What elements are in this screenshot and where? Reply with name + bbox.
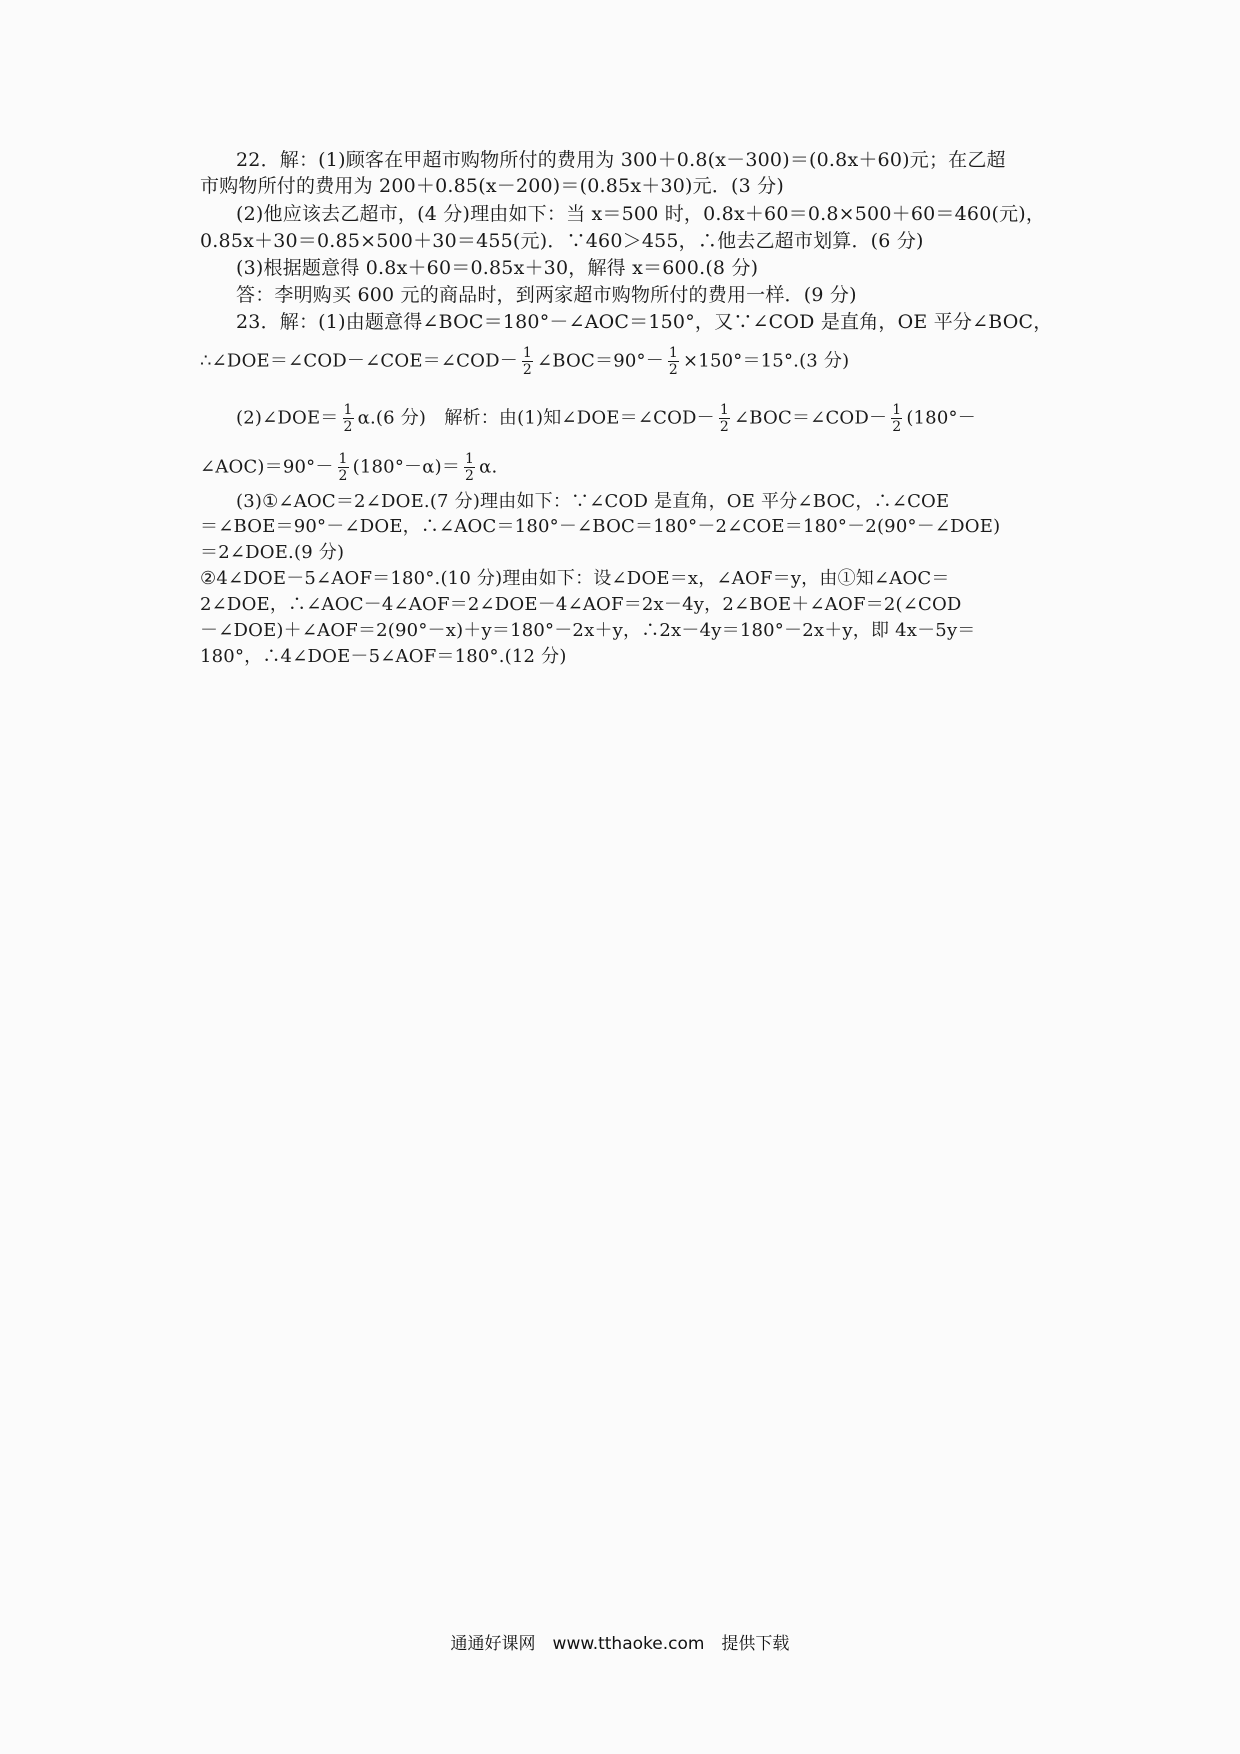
q23-part3-line-7: 180°，∴4∠DOE－5∠AOF＝180°.(12 分) — [200, 646, 567, 667]
q22-line-5: (3)根据题意得 0.8x＋60＝0.85x＋30，解得 x＝600.(8 分) — [236, 257, 759, 279]
q23-line-2-part-a: ∴∠DOE＝∠COD－∠COE＝∠COD－ — [200, 350, 518, 372]
q23-line-1: 23．解：(1)由题意得∠BOC＝180°－∠AOC＝150°，又∵∠COD 是直角，OE 平分∠BOC， — [236, 311, 1053, 333]
q23-part2-g: α. — [479, 456, 498, 478]
q22-line-4: 0.85x＋30＝0.85×500＋30＝455(元)．∵460＞455，∴他去乙超市划算．(6 分) — [200, 230, 924, 252]
q23-line-2-part-c: ×150°＝15°.(3 分) — [683, 350, 850, 372]
q22-line-3: (2)他应该去乙超市，(4 分)理由如下：当 x＝500 时，0.8x＋60＝0.8×500＋60＝460(元)， — [236, 203, 1046, 225]
fraction-half: $\frac{1}{2}$ — [522, 345, 533, 378]
footer-credit: 通通好课网 www.tthaoke.com 提供下载 — [450, 1634, 790, 1654]
fraction-half: $\frac{1}{2}$ — [343, 402, 353, 435]
fraction-half: $\frac{1}{2}$ — [668, 345, 679, 378]
q23-part3-line-1: (3)①∠AOC＝2∠DOE.(7 分)理由如下：∵∠COD 是直角，OE 平分∠BOC，∴∠COE — [236, 491, 950, 512]
q23-part2-f: (180°－α)＝ — [352, 456, 461, 478]
fraction-half: $\frac{1}{2}$ — [338, 451, 348, 484]
q23-part3-line-5: 2∠DOE，∴∠AOC－4∠AOF＝2∠DOE－4∠AOF＝2x－4y，2∠BOE＋∠AOF＝2(∠COD — [200, 594, 962, 615]
fraction-half: $\frac{1}{2}$ — [892, 402, 902, 435]
q23-part2-b: α.(6 分) 解析：由(1)知∠DOE＝∠COD－ — [357, 407, 715, 429]
q22-line-1: 22．解：(1)顾客在甲超市购物所付的费用为 300＋0.8(x－300)＝(0.8x＋60)元；在乙超 — [236, 149, 1006, 171]
q22-line-2: 市购物所付的费用为 200＋0.85(x－200)＝(0.85x＋30)元．(3 分) — [200, 175, 784, 197]
q23-part2-line-2 — [200, 451, 497, 484]
q23-line-2-part-b: ∠BOC＝90°－ — [537, 350, 664, 372]
fraction-half: $\frac{1}{2}$ — [719, 402, 729, 435]
q23-part3-line-4: ②4∠DOE－5∠AOF＝180°.(10 分)理由如下：设∠DOE＝x，∠AOF＝y，由①知∠AOC＝ — [200, 568, 950, 589]
q23-line-2 — [200, 345, 849, 378]
q23-part3-line-2: ＝∠BOE＝90°－∠DOE，∴∠AOC＝180°－∠BOC＝180°－2∠COE＝180°－2(90°－∠DOE) — [200, 516, 1001, 537]
q23-part2-c: ∠BOC＝∠COD－ — [733, 407, 888, 429]
q23-part3-line-6: －∠DOE)＋∠AOF＝2(90°－x)＋y＝180°－2x＋y，∴2x－4y＝180°－2x＋y，即 4x－5y＝ — [200, 620, 976, 641]
q22-answer: 答：李明购买 600 元的商品时，到两家超市购物所付的费用一样．(9 分) — [236, 284, 857, 306]
q23-part2-d: (180°－ — [906, 407, 976, 429]
q23-part2-e: ∠AOC)＝90°－ — [200, 456, 334, 478]
q23-part3-line-3: ＝2∠DOE.(9 分) — [200, 542, 345, 563]
fraction-half: $\frac{1}{2}$ — [465, 451, 475, 484]
q23-part2-a: (2)∠DOE＝ — [236, 407, 339, 429]
q23-part2-line-1 — [236, 402, 976, 435]
